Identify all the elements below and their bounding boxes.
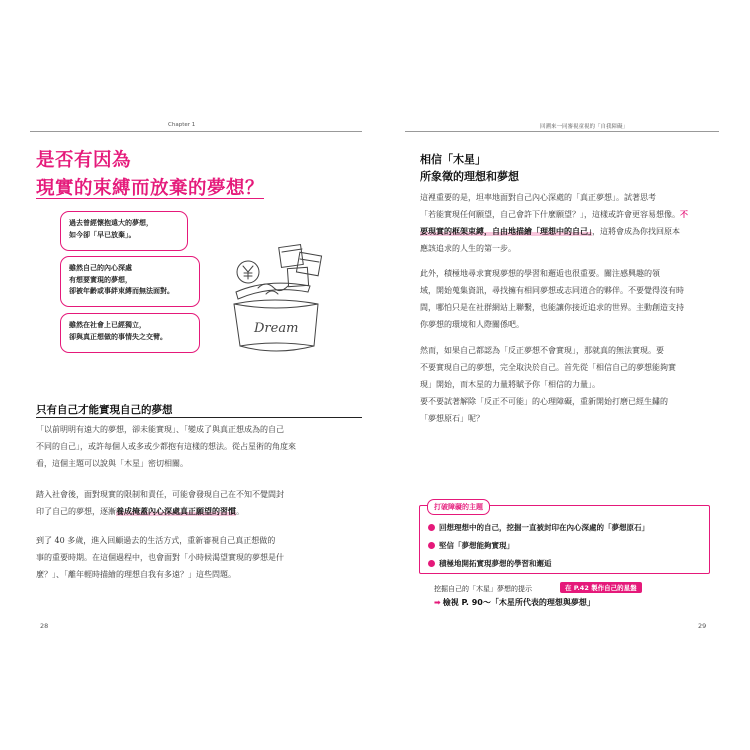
highlighted-text: 要現實的框架束縛，自由地描繪「理想中的自己」 bbox=[420, 226, 592, 236]
body-line bbox=[36, 503, 284, 520]
body-paragraph bbox=[420, 189, 688, 257]
bullet-icon bbox=[428, 524, 435, 531]
page-number: 28 bbox=[40, 622, 49, 630]
section-rule bbox=[36, 417, 362, 418]
body-text: 印了自己的夢想，逐漸 bbox=[36, 507, 116, 516]
section-heading: 只有自己才能實現自己的夢想 bbox=[36, 404, 173, 416]
speech-line: 卻被年齡或事絆束縛而無法面對。 bbox=[69, 287, 174, 295]
body-text: 。 bbox=[236, 507, 244, 516]
jar-label: Dream bbox=[254, 321, 299, 336]
highlighted-text: 養成掩蓋內心深處真正願望的習慣 bbox=[116, 506, 236, 516]
body-line: 你夢想的環境和人際關係吧。 bbox=[420, 320, 524, 329]
theme-item-text: 回想理想中的自己，挖掘一直被封印在內心深處的「夢想原石」 bbox=[439, 523, 649, 532]
body-line: 「夢想原石」呢？ bbox=[420, 414, 484, 423]
body-line: 踏入社會後，面對現實的限制和責任，可能會發現自己在不知不覺間封 bbox=[36, 490, 284, 499]
body-line: 麼？」、「離年輕時描繪的理想自我有多遠？」這些問題。 bbox=[36, 570, 236, 579]
body-paragraph bbox=[36, 532, 284, 583]
body-line bbox=[420, 206, 688, 223]
reference-hint: 挖掘自己的「木星」夢想的提示 bbox=[434, 585, 532, 593]
body-line bbox=[420, 223, 688, 240]
emphasis-text: 不 bbox=[680, 209, 688, 219]
speech-line: 雖然在社會上已經獨立， bbox=[69, 321, 146, 329]
body-paragraph bbox=[36, 421, 296, 472]
reference-text: 檢視 P. 90～「木星所代表的理想與夢想」 bbox=[442, 598, 595, 607]
theme-item bbox=[428, 540, 514, 551]
body-line: 此外，積極地尋求實現夢想的學習和邂逅也很重要。關注感興趣的領 bbox=[420, 269, 660, 278]
body-line: 間，哪怕只是在社群網站上聯繫，也能讓你接近追求的世界。主動創造支持 bbox=[420, 303, 684, 312]
body-line: 要不要試著解除「反正不可能」的心理障礙，重新開始打磨已經生鏽的 bbox=[420, 397, 668, 406]
theme-item-text: 積極地開拓實現夢想的學習和邂逅 bbox=[439, 559, 552, 568]
theme-item bbox=[428, 558, 552, 569]
body-line: 不要實現自己的夢想，完全取決於自己。首先從「相信自己的夢想能夠實 bbox=[420, 363, 676, 372]
body-line: 「以前明明有遠大的夢想，卻未能實現」、「變成了與真正想成為的自己 bbox=[36, 425, 284, 434]
body-line: 應該追求的人生的第一步。 bbox=[420, 244, 516, 253]
body-line: 看，這個主題可以說與「木星」密切相關。 bbox=[36, 459, 188, 468]
body-paragraph bbox=[420, 393, 668, 427]
speech-box bbox=[60, 211, 188, 251]
page-title-line-2: 現實的束縛而放棄的夢想？ bbox=[36, 178, 265, 199]
speech-box bbox=[60, 256, 200, 307]
speech-line: 雖然自己的內心深處 bbox=[69, 264, 132, 272]
header-rule bbox=[405, 131, 719, 132]
section-title-line-1: 相信「木星」 bbox=[420, 153, 486, 166]
page-number: 29 bbox=[698, 622, 707, 630]
page-title-line-1: 是否有因為 bbox=[36, 150, 132, 171]
bullet-icon bbox=[428, 542, 435, 549]
body-text: ，這將會成為你找回原本 bbox=[592, 227, 680, 236]
body-line: 不同的自己」，或許每個人或多或少都抱有這樣的想法。從占星術的角度來 bbox=[36, 442, 296, 451]
speech-line: 如今卻「早已放棄」。 bbox=[69, 230, 136, 239]
speech-line: 過去曾經懷抱遠大的夢想， bbox=[69, 219, 153, 227]
body-line: 然而，如果自己都認為「反正夢想不會實現」，那就真的無法實現。要 bbox=[420, 346, 664, 355]
section-title-line-2: 所象徵的理想和夢想 bbox=[420, 170, 519, 183]
title-underline bbox=[36, 198, 264, 199]
theme-item-text: 堅信「夢想能夠實現」 bbox=[439, 541, 514, 550]
body-line: 域，開始蒐集資訊，尋找擁有相同夢想或志同道合的夥伴。不要覺得沒有時 bbox=[420, 286, 684, 295]
theme-item bbox=[428, 522, 649, 533]
running-head: Chapter 1 bbox=[168, 122, 196, 128]
theme-tag: 打破障礙的主題 bbox=[427, 499, 490, 515]
speech-line: 有想要實現的夢想， bbox=[69, 275, 132, 284]
body-paragraph bbox=[420, 265, 684, 333]
body-text: 「若能實現任何願望，自己會許下什麼願望？」，這樣或許會更容易想像。 bbox=[420, 210, 680, 219]
reference-badge: 在 P.42 製作自己的星盤 bbox=[560, 582, 642, 593]
header-rule bbox=[30, 131, 362, 132]
body-paragraph bbox=[420, 342, 676, 393]
body-line: 到了 40 多歲，進入回顧過去的生活方式，重新審視自己真正想做的 bbox=[36, 536, 276, 545]
dream-jar-illustration bbox=[218, 242, 338, 360]
running-head: 回溯來一同審視童視的「自我障礙」 bbox=[540, 124, 629, 130]
speech-box bbox=[60, 313, 200, 353]
body-line: 事的重要時期。在這個過程中，也會面對「小時候渴望實現的夢想是什 bbox=[36, 553, 284, 562]
speech-line: 卻與真正想做的事情失之交臂。 bbox=[69, 332, 167, 341]
body-paragraph bbox=[36, 486, 284, 520]
body-line: 現」開始，而木星的力量將賦予你「相信的力量」。 bbox=[420, 380, 600, 389]
arrow-right-icon: ➡ bbox=[434, 598, 441, 607]
reference-link bbox=[434, 597, 595, 608]
bullet-icon bbox=[428, 560, 435, 567]
body-line: 這裡重要的是，坦率地面對自己內心深處的「真正夢想」。試著思考 bbox=[420, 193, 656, 202]
